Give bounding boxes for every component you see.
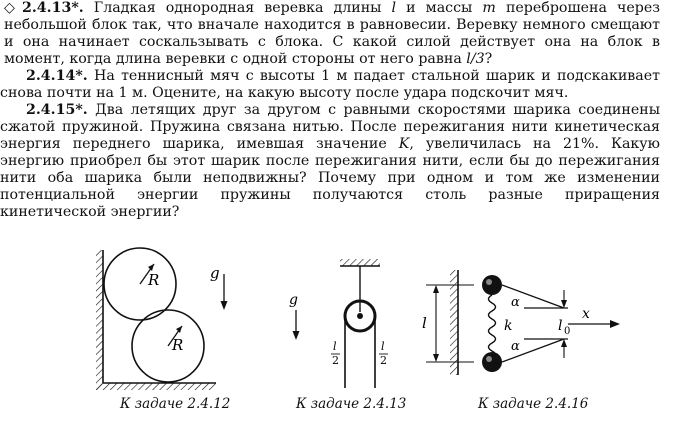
radius-arrow-top-icon	[148, 264, 154, 271]
problem-number: 2.4.13*.	[22, 0, 84, 16]
caption-fig-2-4-16: К задаче 2.4.16	[478, 396, 589, 412]
label-right-numerator: l	[381, 340, 385, 353]
problem-2-4-15	[0, 102, 660, 221]
label-spring-k: k	[504, 318, 513, 334]
label-r-bottom: R	[172, 336, 184, 354]
caption-fig-2-4-13: К задаче 2.4.13	[296, 396, 407, 412]
problem-number: 2.4.14*.	[26, 68, 88, 84]
label-gravity: g	[210, 264, 220, 282]
lower-ball	[482, 352, 502, 372]
label-r-top: R	[148, 271, 160, 289]
label-l0: l	[558, 318, 563, 334]
figure-2-4-12	[92, 238, 252, 402]
problem-2-4-14	[0, 68, 660, 102]
diamond-marker-icon: ◇	[4, 0, 15, 16]
problem-text: , увеличилась на 21%. Какую энергию приобрел бы этот шарик после пережигания нити, если бы до пережигания нити оба шарика были неподвижны? Почему при одном и том же изменении потенциальной энергии пружины получаются столь разные приращения кинетической энергии?	[0, 136, 660, 220]
label-length: l	[422, 314, 427, 332]
dimension-arrow-top-icon	[433, 285, 439, 293]
label-alpha-bottom: α	[511, 339, 520, 354]
caption-fig-2-4-12: К задаче 2.4.12	[120, 396, 231, 412]
dimension-arrow-bottom-icon	[433, 354, 439, 362]
math-var: l	[391, 0, 397, 16]
label-l0-subscript: 0	[564, 326, 571, 337]
math-var: m	[482, 0, 496, 16]
label-gravity: g	[289, 292, 298, 308]
pulley-diagram	[285, 238, 395, 398]
problem-text: На теннисный мяч с высоты 1 м падает стальной шарик и подскакивает снова почти на 1 м. Оцените, на какую высоту после удара подскочит мяч.	[0, 68, 660, 101]
spheres-diagram	[92, 238, 252, 398]
figure-2-4-16	[416, 238, 636, 402]
problem-text: переброшена через небольшой блок так, что вначале находится в равновесии. Веревку немного смещают и она начинает соскальзывать с блока. С какой силой действует она на блок в момент, когда длина веревки с одной стороны от него равна	[4, 0, 660, 67]
problem-text: Два летящих друг за другом с равными скоростями шарика соединены сжатой пружиной. Пружина связана нитью. После пережигания нити кинетическая энергия переднего шарика, имевшая значение	[0, 102, 660, 152]
problem-2-4-13	[0, 0, 660, 68]
gravity-arrow-icon	[293, 331, 300, 340]
math-var: l/3	[466, 51, 485, 67]
radius-arrow-bottom-icon	[176, 326, 182, 333]
label-alpha-top: α	[511, 295, 520, 310]
label-left-numerator: l	[333, 340, 337, 353]
label-left-denominator: 2	[332, 354, 339, 367]
ceiling-hatch	[340, 259, 380, 266]
spring-coil	[489, 295, 496, 357]
pulley-axle	[357, 313, 363, 319]
upper-ball-highlight	[486, 279, 492, 285]
problem-text: ?	[484, 51, 493, 67]
label-right-denominator: 2	[380, 354, 387, 367]
math-var: K	[398, 136, 410, 152]
problem-text: Гладкая однородная веревка длины	[83, 0, 392, 16]
upper-ball	[482, 275, 502, 295]
problem-number: 2.4.15*.	[26, 102, 88, 118]
wall-hatch	[450, 270, 458, 375]
lower-ball-highlight	[486, 356, 492, 362]
wall-hatch	[96, 250, 103, 390]
spring-balls-diagram	[416, 238, 636, 398]
problem-text: и массы	[396, 0, 483, 16]
figure-2-4-13	[285, 238, 395, 402]
floor-hatch	[96, 383, 216, 390]
x-axis-arrow-icon	[610, 320, 620, 328]
gravity-arrow-icon	[221, 301, 228, 310]
label-x-axis: x	[582, 306, 590, 322]
